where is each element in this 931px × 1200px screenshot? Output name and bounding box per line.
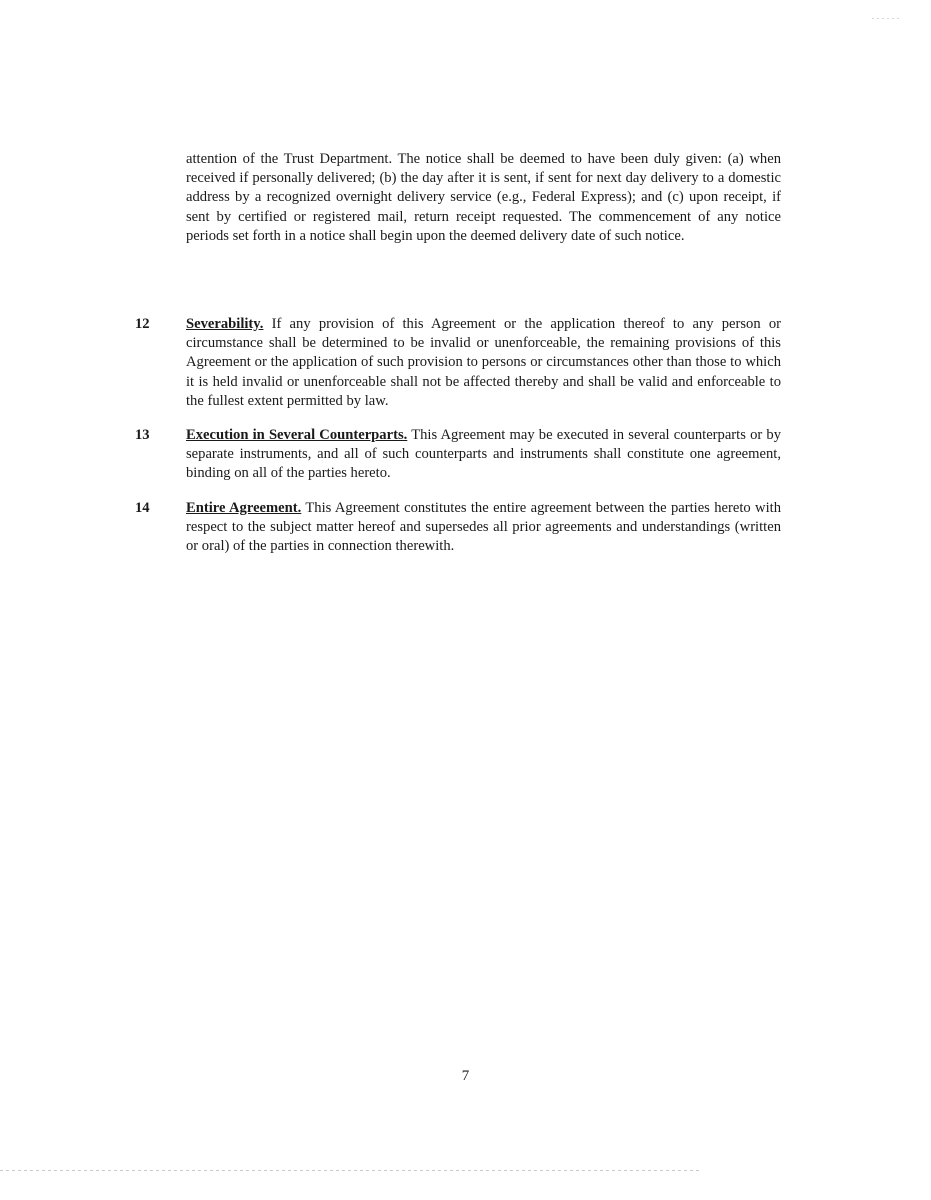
section-body	[186, 315, 781, 411]
scan-artifact-mark	[872, 18, 902, 19]
section-number: 14	[135, 500, 150, 516]
scan-artifact-line	[0, 1170, 700, 1171]
section-text: This Agreement constitutes the entire agreement between the parties hereto with respect to the subject matter hereof and supersedes all prior agreements and understandings (written or oral) of the parties in connection therewith.	[186, 500, 781, 555]
section-number: 13	[135, 427, 150, 443]
section-text: If any provision of this Agreement or the application thereof to any person or circumstance shall be determined to be invalid or unenforceable, the remaining provisions of this Agreement or the application of such provision to persons or circumstances other than those to which it is held invalid or unenforceable shall not be affected thereby and shall be valid and enforceable to the fullest extent permitted by law.	[186, 316, 781, 409]
section-heading: Entire Agreement.	[186, 500, 302, 516]
notice-continuation-paragraph: attention of the Trust Department. The notice shall be deemed to have been duly given: (a) when received if personally delivered; (b) the day after it is sent, if sent for next day delivery to a domestic address by a recognized overnight delivery service (e.g., Federal Express); and (c) upon receipt, if sent by certified or registered mail, return receipt requested. The commencement of any notice periods set forth in a notice shall begin upon the deemed delivery date of such notice.	[186, 151, 781, 244]
section-body	[186, 499, 781, 557]
page-number: 7	[461, 1068, 470, 1084]
section-body	[186, 426, 781, 484]
section-number: 12	[135, 316, 150, 332]
section-heading: Severability.	[186, 316, 264, 332]
section-heading: Execution in Several Counterparts.	[186, 427, 408, 443]
section-text: This Agreement may be executed in several counterparts or by separate instruments, and all of such counterparts and instruments shall constitute one agreement, binding on all of the parties hereto.	[186, 427, 781, 482]
